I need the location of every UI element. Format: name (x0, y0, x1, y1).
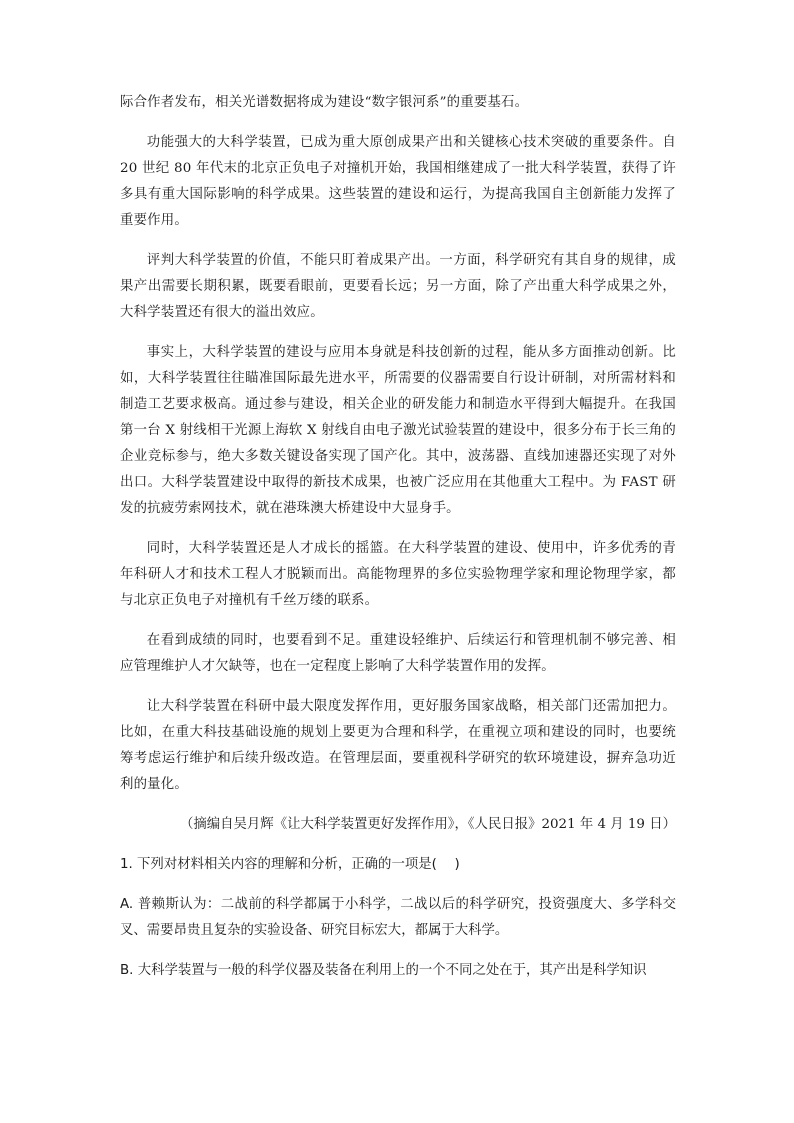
question-stem: 1. 下列对材料相关内容的理解和分析，正确的一项是( ) (120, 857, 460, 872)
passage-paragraph-1: 际合作者发布，相关光谱数据将成为建设“数字银河系”的重要基石。 (120, 95, 529, 110)
passage-paragraph-5: 同时，大科学装置还是人才成长的摇篮。在大科学装置的建设、使用中，许多优秀的青年科研人才和技术工程人才脱颖而出。高能物理界的多位实验物理学家和理论物理学家，都与北京正负电子对撞机有千丝万缕的联系。 (120, 541, 676, 608)
passage-source: （摘编自吴月辉《让大科学装置更好发挥作用》，《人民日报》2021 年 4 月 19 日） (179, 817, 676, 832)
passage-paragraph-6: 在看到成绩的同时，也要看到不足。重建设轻维护、后续运行和管理机制不够完善、相应管理维护人才欠缺等，也在一定程度上影响了大科学装置作用的发挥。 (120, 633, 676, 674)
passage-paragraph-2: 功能强大的大科学装置，已成为重大原创成果产出和关键核心技术突破的重要条件。自 20 世纪 80 年代末的北京正负电子对撞机开始，我国相继建成了一批大科学装置，获得了许多具有重大国际影响的科学成果。这些装置的建设和运行，为提高我国自主创新能力发挥了重要作用。 (120, 135, 676, 228)
passage-paragraph-3: 评判大科学装置的价值，不能只盯着成果产出。一方面，科学研究有其自身的规律，成果产出需要长期积累，既要看眼前，更要看长远；另一方面，除了产出重大科学成果之外，大科学装置还有很大的溢出效应。 (120, 253, 676, 320)
passage-paragraph-4: 事实上，大科学装置的建设与应用本身就是科技创新的过程，能从多方面推动创新。比如，大科学装置往往瞄准国际最先进水平，所需要的仪器需要自行设计研制，对所需材料和制造工艺要求极高。通过参与建设，相关企业的研发能力和制造水平得到大幅提升。在我国第一台 X 射线相干光源上海软 X 射线自由电子激光试验装置的建设中，很多分布于长三角的企业竞标参与，绝大多数关键设备实现了国产化。其中，波荡器、直线加速器还实现了对外出口。大科学装置建设中取得的新技术成果，也被广泛应用在其他重大工程中。为 FAST 研发的抗疲劳索网技术，就在港珠澳大桥建设中大显身手。 (120, 345, 676, 516)
passage-paragraph-7: 让大科学装置在科研中最大限度发挥作用，更好服务国家战略，相关部门还需加把力。比如，在重大科技基础设施的规划上要更为合理和科学，在重视立项和建设的同时，也要统筹考虑运行维护和后续升级改造。在管理层面，要重视科学研究的软环境建设，摒弃急功近利的量化。 (120, 699, 676, 792)
question-option-b: B. 大科学装置与一般的科学仪器及装备在利用上的一个不同之处在于，其产出是科学知识 (120, 963, 647, 978)
question-option-a: A. 普赖斯认为：二战前的科学都属于小科学，二战以后的科学研究，投资强度大、多学科交叉、需要昂贵且复杂的实验设备、研究目标宏大，都属于大科学。 (120, 897, 676, 938)
document-content (120, 90, 676, 998)
